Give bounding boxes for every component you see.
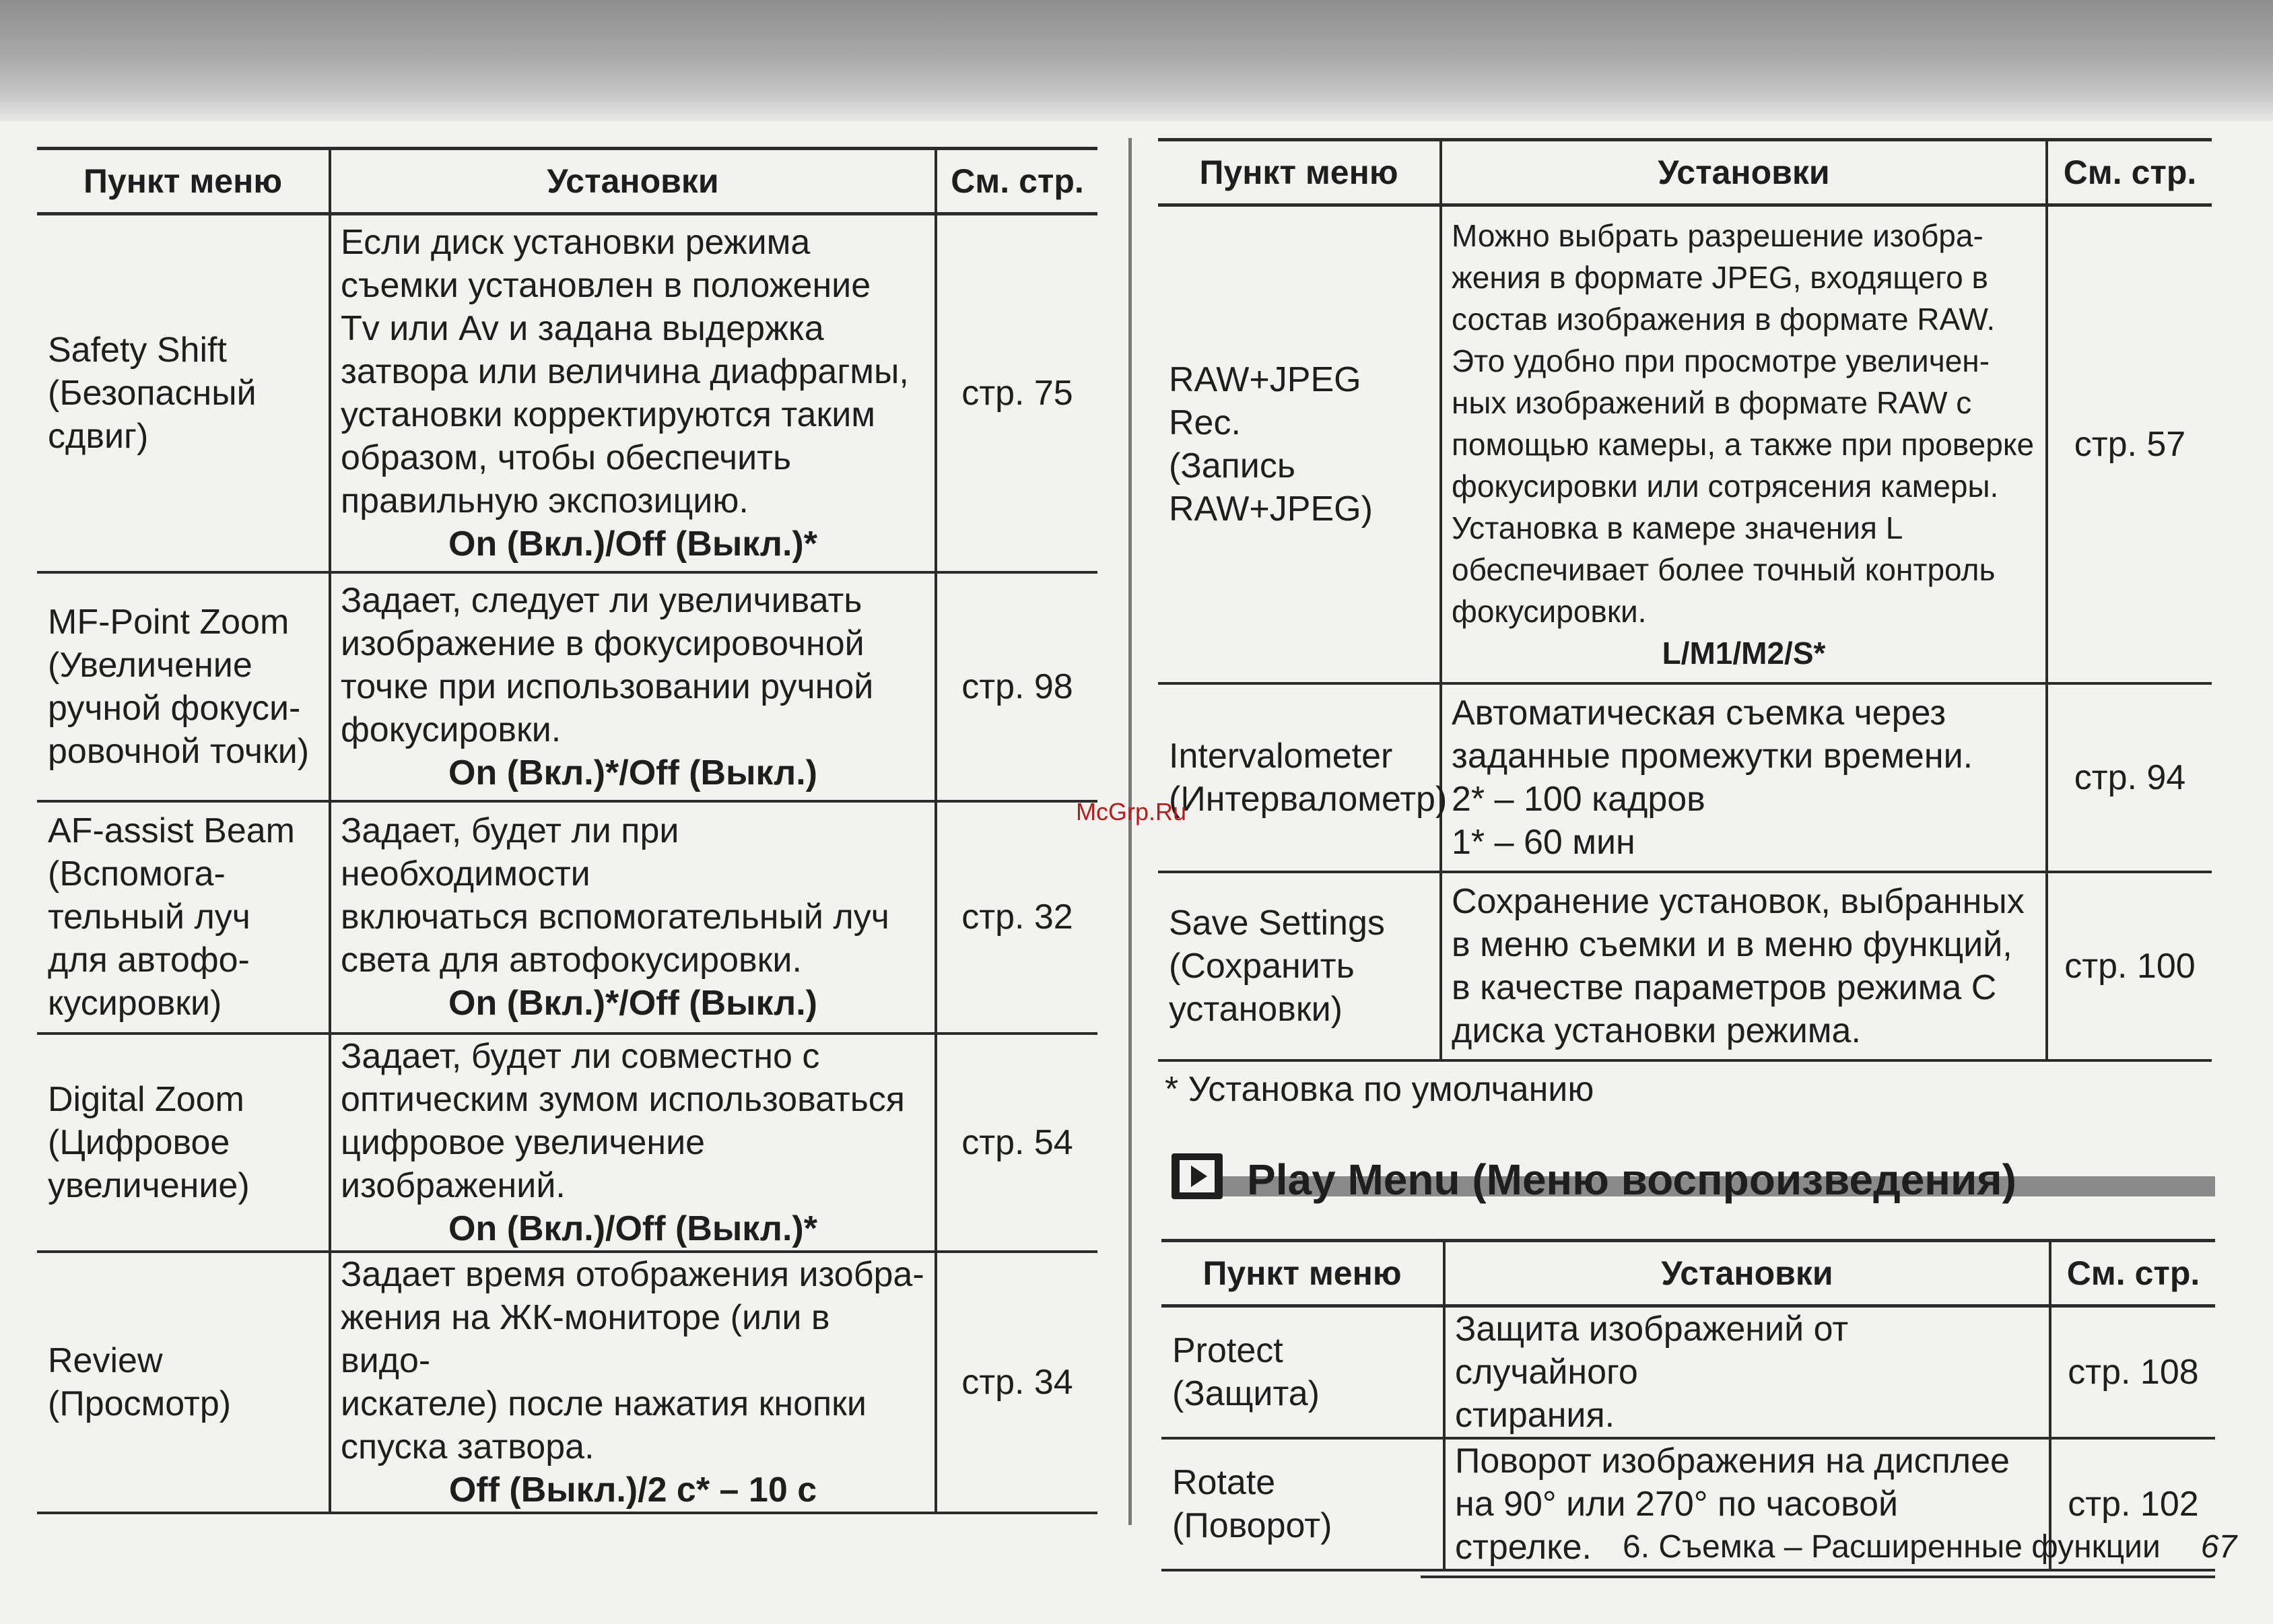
default-value: On (Вкл.)*/Off (Выкл.) [448, 984, 817, 1023]
table-row [1161, 1306, 2215, 1439]
play-menu-heading [1172, 1148, 2215, 1209]
default-value: On (Вкл.)*/Off (Выкл.) [448, 753, 817, 792]
header-page: См. стр. [936, 149, 1097, 214]
footnote: * Установка по умолчанию [1165, 1070, 1594, 1109]
menu-item-name: Review (Просмотр) [37, 1252, 330, 1513]
footer-section: 6. Съемка – Расширенные функции [1623, 1529, 2161, 1565]
page-spine-divider [1128, 138, 1132, 1525]
watermark: McGrp.Ru [1076, 798, 1187, 825]
play-menu-table [1161, 1239, 2215, 1571]
table-header-row [1161, 1241, 2215, 1306]
table-row [37, 1034, 1097, 1252]
menu-item-name: RAW+JPEG Rec. (Запись RAW+JPEG) [1158, 205, 1441, 683]
menu-item-description: Задает время отображения изобра- жения на ЖК-мониторе (или в видо- искателе) после нажатия кнопки спуска затвора. Off (Выкл.)/2 с* – 10 с [330, 1252, 936, 1513]
header-settings: Установки [330, 149, 936, 214]
footer-rule [1421, 1576, 2215, 1578]
page-reference: стр. 75 [936, 214, 1097, 572]
menu-item-name: Digital Zoom (Цифровое увеличение) [37, 1034, 330, 1252]
menu-item-description: Можно выбрать разрешение изобра- жения в формате JPEG, входящего в состав изображения в формате RAW. Это удобно при просмотре увеличен- ных изображений в формате RAW с помощью камеры, а также при проверке фокусировки или сотрясения камеры. Установка в камере значения L обеспечивает более точный контроль фокусировки. L/M1/M2/S* [1441, 205, 2047, 683]
header-item: Пункт меню [1161, 1241, 1444, 1306]
table-row [37, 572, 1097, 801]
header-item: Пункт меню [1158, 140, 1441, 205]
menu-item-name: MF-Point Zoom (Увеличение ручной фокуси- ровочной точки) [37, 572, 330, 801]
header-item: Пункт меню [37, 149, 330, 214]
table-header-row [37, 149, 1097, 214]
menu-item-description: Задает, следует ли увеличивать изображение в фокусировочной точке при использовании ручной фокусировки. On (Вкл.)*/Off (Выкл.) [330, 572, 936, 801]
default-value: On (Вкл.)/Off (Выкл.)* [448, 524, 817, 564]
menu-item-name: Save Settings (Сохранить установки) [1158, 872, 1441, 1060]
menu-item-description: Если диск установки режима съемки установлен в положение Tv или Av и задана выдержка затвора или величина диафрагмы, установки корректируются таким образом, чтобы обеспечить правильную экспозицию. On (Вкл.)/Off (Выкл.)* [330, 214, 936, 572]
page-reference: стр. 98 [936, 572, 1097, 801]
menu-item-description: Поворот изображения на дисплее на 90° или 270° по часовой стрелке. [1444, 1438, 2050, 1570]
play-icon [1172, 1153, 1223, 1199]
table-row [37, 801, 1097, 1034]
table-row [37, 214, 1097, 572]
right-settings-table [1158, 138, 2212, 1062]
page-reference: стр. 100 [2047, 872, 2212, 1060]
page-reference: стр. 32 [936, 801, 1097, 1034]
menu-item-description: Задает, будет ли совместно с оптическим зумом использоваться цифровое увеличение изображений. On (Вкл.)/Off (Выкл.)* [330, 1034, 936, 1252]
header-settings: Установки [1441, 140, 2047, 205]
menu-item-description: Задает, будет ли при необходимости включаться вспомогательный луч света для автофокусировки. On (Вкл.)*/Off (Выкл.) [330, 801, 936, 1034]
table-row [1158, 872, 2212, 1060]
page-footer [1623, 1528, 2237, 1565]
menu-item-description: Автоматическая съемка через заданные промежутки времени. 2* – 100 кадров 1* – 60 мин [1441, 683, 2047, 872]
page-reference: стр. 102 [2050, 1438, 2215, 1570]
default-value: Off (Выкл.)/2 с* – 10 с [448, 1470, 817, 1510]
left-settings-table [37, 147, 1097, 1514]
page-reference: стр. 108 [2050, 1306, 2215, 1439]
table-row [37, 1252, 1097, 1513]
page-number: 67 [2200, 1529, 2237, 1565]
page-reference: стр. 34 [936, 1252, 1097, 1513]
play-menu-title: Play Menu (Меню воспроизведения) [1247, 1155, 2016, 1204]
menu-item-name: Safety Shift (Безопасный сдвиг) [37, 214, 330, 572]
table-header-row [1158, 140, 2212, 205]
table-row [1158, 683, 2212, 872]
header-band [0, 0, 2273, 121]
page-reference: стр. 57 [2047, 205, 2212, 683]
header-page: См. стр. [2050, 1241, 2215, 1306]
header-settings: Установки [1444, 1241, 2050, 1306]
header-page: См. стр. [2047, 140, 2212, 205]
menu-item-name: Intervalometer (Интервалометр) [1158, 683, 1441, 872]
table-row [1158, 205, 2212, 683]
default-value: On (Вкл.)/Off (Выкл.)* [448, 1209, 817, 1248]
default-value: L/M1/M2/S* [1662, 635, 1826, 671]
menu-item-description: Сохранение установок, выбранных в меню съемки и в меню функций, в качестве параметров режима C диска установки режима. [1441, 872, 2047, 1060]
menu-item-name: Rotate (Поворот) [1161, 1438, 1444, 1570]
page-reference: стр. 94 [2047, 683, 2212, 872]
menu-item-name: Protect (Защита) [1161, 1306, 1444, 1439]
page-reference: стр. 54 [936, 1034, 1097, 1252]
menu-item-description: Защита изображений от случайного стирания. [1444, 1306, 2050, 1439]
menu-item-name: AF-assist Beam (Вспомога- тельный луч для автофо- кусировки) [37, 801, 330, 1034]
